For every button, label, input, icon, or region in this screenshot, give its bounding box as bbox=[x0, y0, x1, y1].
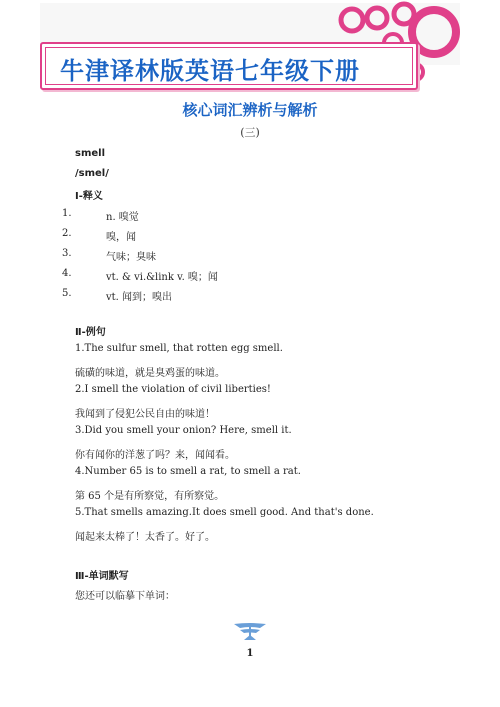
example-english: 4.Number 65 is to smell a rat, to smell a rat. bbox=[75, 466, 301, 477]
definitions-heading: Ⅰ-释义 bbox=[75, 191, 103, 202]
example-english: 3.Did you smell your onion? Here, smell it. bbox=[75, 425, 292, 436]
definition-number: 3. bbox=[62, 248, 72, 259]
definition-text: 气味；臭味 bbox=[106, 252, 156, 263]
example-chinese: 你有闻你的洋葱了吗？来，闻闻看。 bbox=[75, 450, 235, 461]
banner-title: 牛津译林版英语七年级下册 bbox=[60, 57, 360, 85]
example-chinese: 我闻到了侵犯公民自由的味道！ bbox=[75, 409, 215, 420]
publisher-logo-icon bbox=[230, 620, 270, 642]
definition-number: 2. bbox=[62, 228, 72, 239]
page-subtitle: (三) bbox=[240, 126, 260, 139]
definition-number: 1. bbox=[62, 208, 72, 219]
definition-text: vt. 闻到；嗅出 bbox=[106, 292, 173, 303]
page-number: 1 bbox=[246, 648, 254, 659]
example-english: 2.I smell the violation of civil liberties! bbox=[75, 384, 271, 395]
page-title: 核心词汇辨析与解析 bbox=[182, 101, 318, 119]
example-english: 5.That smells amazing.It does smell good. And that's done. bbox=[75, 507, 374, 518]
definition-text: 嗅，闻 bbox=[106, 232, 136, 243]
example-english: 1.The sulfur smell, that rotten egg smell. bbox=[75, 343, 283, 354]
definition-number: 4. bbox=[62, 268, 72, 279]
example-chinese: 闻起来太棒了！太香了。好了。 bbox=[75, 532, 215, 543]
word-term: smell bbox=[75, 148, 106, 159]
word-phonetic: /smel/ bbox=[75, 168, 109, 179]
examples-heading: Ⅱ-例句 bbox=[75, 327, 106, 338]
dictation-heading: Ⅲ-单词默写 bbox=[75, 571, 129, 582]
dictation-prompt: 您还可以临摹下单词： bbox=[75, 591, 175, 602]
definition-text: vt. & vi.&link v. 嗅；闻 bbox=[106, 272, 218, 283]
title-banner bbox=[40, 42, 418, 90]
example-chinese: 硫磺的味道，就是臭鸡蛋的味道。 bbox=[75, 368, 225, 379]
example-chinese: 第 65 个是有所察觉，有所察觉。 bbox=[75, 491, 225, 502]
definition-number: 5. bbox=[62, 288, 72, 299]
definition-text: n. 嗅觉 bbox=[106, 212, 139, 223]
